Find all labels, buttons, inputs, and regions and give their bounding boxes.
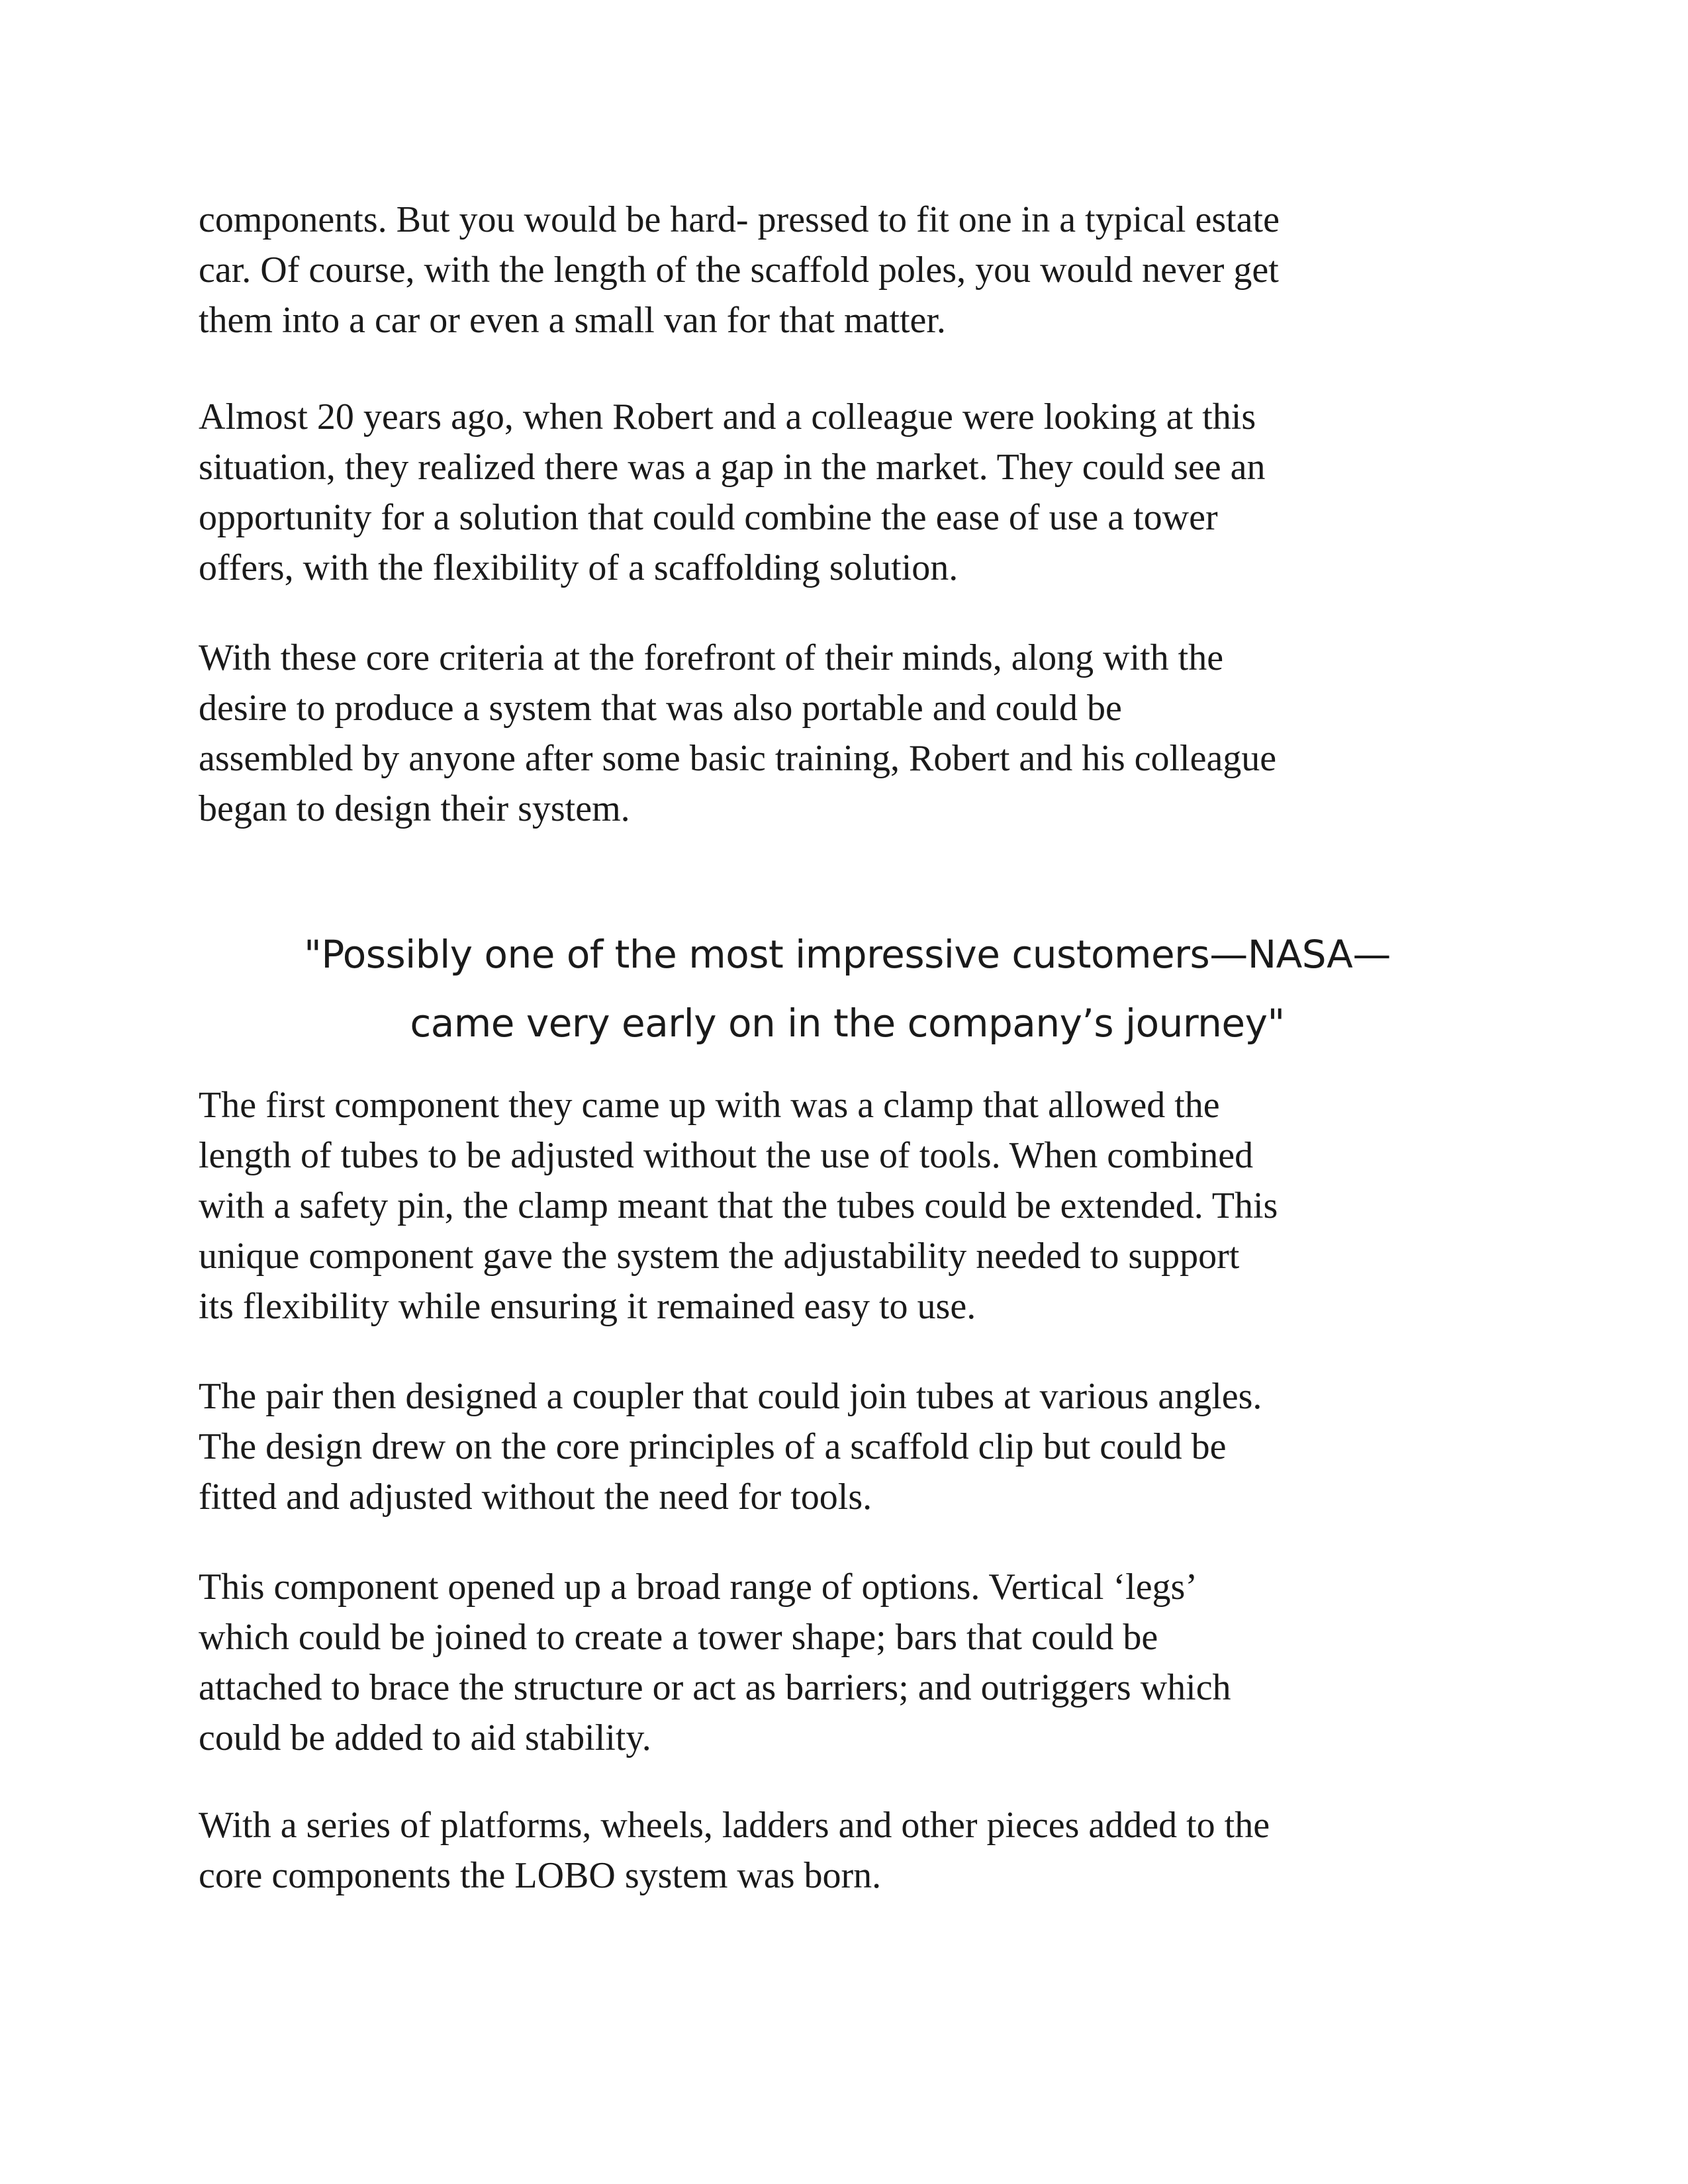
paragraph-market-gap: Almost 20 years ago, when Robert and a colleague were looking at this situation, they realized there was a gap in the market. They could see an opportunity for a solution that could combine the ease of use a tower offers, with the flexibility of a scaffolding solution. (199, 396, 1266, 588)
paragraph-lobo-system: With a series of platforms, wheels, ladders and other pieces added to the core components the LOBO system was born. (199, 1805, 1270, 1896)
paragraph-options: This component opened up a broad range of options. Vertical ‘legs’ which could be joined to create a tower shape; bars that could be attached to brace the structure or act as barriers; and outriggers which could be added to aid stability. (199, 1567, 1231, 1758)
paragraph-coupler: The pair then designed a coupler that could join tubes at various angles. The design drew on the core principles of a scaffold clip but could be fitted and adjusted without the need for tools. (199, 1376, 1262, 1518)
paragraph-portability: components. But you would be hard- pressed to fit one in a typical estate car. Of course, with the length of the scaffold poles, you would never get them into a car or even a small van for that matter. (199, 199, 1280, 341)
paragraph-clamp: The first component they came up with was a clamp that allowed the length of tubes to be adjusted without the use of tools. When combined with a safety pin, the clamp meant that the tubes could be extended. This unique component gave the system the adjustability needed to support its flexibility while ensuring it remained easy to use. (199, 1085, 1278, 1327)
pull-quote: "Possibly one of the most impressive customers—NASA— came very early on in the company’s journey" (304, 932, 1391, 1046)
paragraph-core-criteria: With these core criteria at the forefront of their minds, along with the desire to produce a system that was also portable and could be assembled by anyone after some basic training, Robert and his colleague began to design their system. (199, 637, 1277, 829)
